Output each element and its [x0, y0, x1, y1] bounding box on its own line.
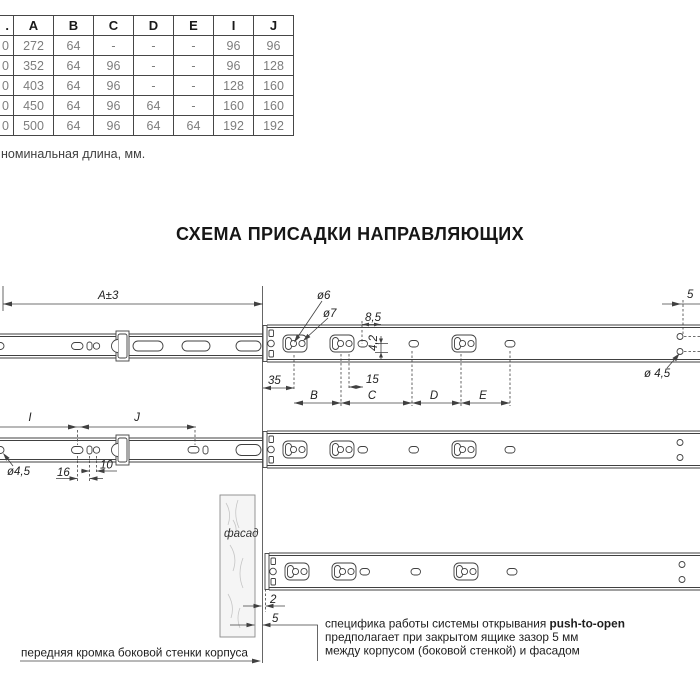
cell: 450 — [14, 96, 54, 116]
cell-length: 0 — [0, 76, 14, 96]
table-header-row — [0, 16, 294, 36]
facade-panel — [220, 495, 259, 637]
table-row — [0, 96, 294, 116]
rail-mid-drawer-member — [0, 435, 263, 465]
cell: 64 — [54, 56, 94, 76]
table-row — [0, 56, 294, 76]
dim-label-a3: A±3 — [98, 290, 119, 302]
cell: - — [134, 76, 174, 96]
note-front-edge-text: передняя кромка боковой стенки корпуса — [21, 645, 248, 660]
callout-dia45-mid — [3, 453, 31, 478]
dim-label-gap-5: 5 — [272, 613, 279, 625]
cell: - — [174, 36, 214, 56]
cell: - — [134, 36, 174, 56]
cell: 272 — [14, 36, 54, 56]
cell: 96 — [94, 116, 134, 136]
callout-dia45-top — [644, 354, 680, 381]
dim-35 — [263, 355, 294, 391]
dia6-label: ø6 — [317, 290, 331, 302]
cell: 96 — [94, 76, 134, 96]
cell: 160 — [254, 76, 294, 96]
dim-label-4-2: 4,2 — [368, 335, 380, 351]
note-line-3: между корпусом (боковой стенкой) и фасадом — [325, 643, 580, 658]
dim-label-16: 16 — [57, 467, 70, 479]
cell: 160 — [214, 96, 254, 116]
cell: - — [174, 96, 214, 116]
rail-top-cabinet-member — [263, 325, 700, 362]
note-line-1: специфика работы системы открывания push-to-open — [325, 616, 625, 631]
span-c-label: C — [367, 390, 377, 402]
cell: 500 — [14, 116, 54, 136]
note-push-to-open — [325, 617, 625, 658]
cell: 64 — [134, 116, 174, 136]
cell-length: 0 — [0, 116, 14, 136]
cell: 64 — [54, 76, 94, 96]
cell: 403 — [14, 76, 54, 96]
dim-label-15: 15 — [366, 374, 379, 386]
rail-top-drawer-member — [0, 331, 263, 361]
col-header-d: D — [134, 16, 174, 36]
dim-label-gap-2: 2 — [270, 594, 277, 606]
cell: 128 — [254, 56, 294, 76]
facade-label: фасад — [224, 528, 259, 540]
cell: 160 — [254, 96, 294, 116]
col-header-c: C — [94, 16, 134, 36]
cell: 96 — [214, 36, 254, 56]
slide-hole-table — [0, 15, 294, 136]
cell: - — [174, 76, 214, 96]
note-front-edge — [20, 646, 261, 664]
dim-label-35: 35 — [268, 375, 281, 387]
col-header-i: I — [214, 16, 254, 36]
cell-length: 0 — [0, 36, 14, 56]
span-e-label: E — [479, 390, 487, 402]
cell-length: 0 — [0, 56, 14, 76]
col-header-cut: . — [0, 16, 14, 36]
col-header-a: A — [14, 16, 54, 36]
rail-bottom-cabinet-member — [265, 553, 700, 590]
cell: - — [134, 56, 174, 76]
cell-length: 0 — [0, 96, 14, 116]
cell: 192 — [254, 116, 294, 136]
cell: 352 — [14, 56, 54, 76]
cell: - — [174, 56, 214, 76]
dim-10 — [81, 456, 117, 474]
table-row — [0, 76, 294, 96]
span-b-label: B — [310, 390, 318, 402]
table-row — [0, 36, 294, 56]
span-i-label: I — [28, 412, 32, 424]
dia45-top-label: ø 4,5 — [644, 368, 671, 380]
cell: 64 — [174, 116, 214, 136]
note-line-2: предполагает при закрытом ящике зазор 5 мм — [325, 630, 579, 644]
cell: 96 — [94, 96, 134, 116]
span-d-label: D — [429, 390, 439, 402]
cell: 64 — [54, 96, 94, 116]
cell: 64 — [134, 96, 174, 116]
rail-mid-cabinet-member — [263, 431, 700, 468]
dim-rear-5 — [662, 289, 700, 352]
page-title: СХЕМА ПРИСАДКИ НАПРАВЛЯЮЩИХ — [175, 224, 525, 244]
span-j-label: J — [134, 412, 140, 424]
dia7-label: ø7 — [323, 308, 337, 320]
col-header-b: B — [54, 16, 94, 36]
col-header-e: E — [174, 16, 214, 36]
cell: 96 — [254, 36, 294, 56]
drilling-diagram — [0, 270, 700, 700]
table-footnote: номинальная длина, мм. — [1, 147, 146, 161]
cell: 64 — [54, 116, 94, 136]
table-row — [0, 116, 294, 136]
dim-4-2 — [368, 334, 388, 359]
cell: 96 — [94, 56, 134, 76]
dim-label-8-5: 8,5 — [365, 312, 381, 324]
dimensions-table — [0, 15, 294, 136]
dim-label-rear-5: 5 — [687, 289, 694, 301]
cell: 128 — [214, 76, 254, 96]
dim-a-plus-3 — [3, 286, 263, 311]
col-header-j: J — [254, 16, 294, 36]
dim-chain-ij — [0, 412, 196, 445]
cell: - — [94, 36, 134, 56]
cell: 96 — [214, 56, 254, 76]
cell: 192 — [214, 116, 254, 136]
dim-label-10: 10 — [100, 459, 113, 472]
dia45-mid-label: ø4,5 — [7, 466, 31, 478]
cell: 64 — [54, 36, 94, 56]
